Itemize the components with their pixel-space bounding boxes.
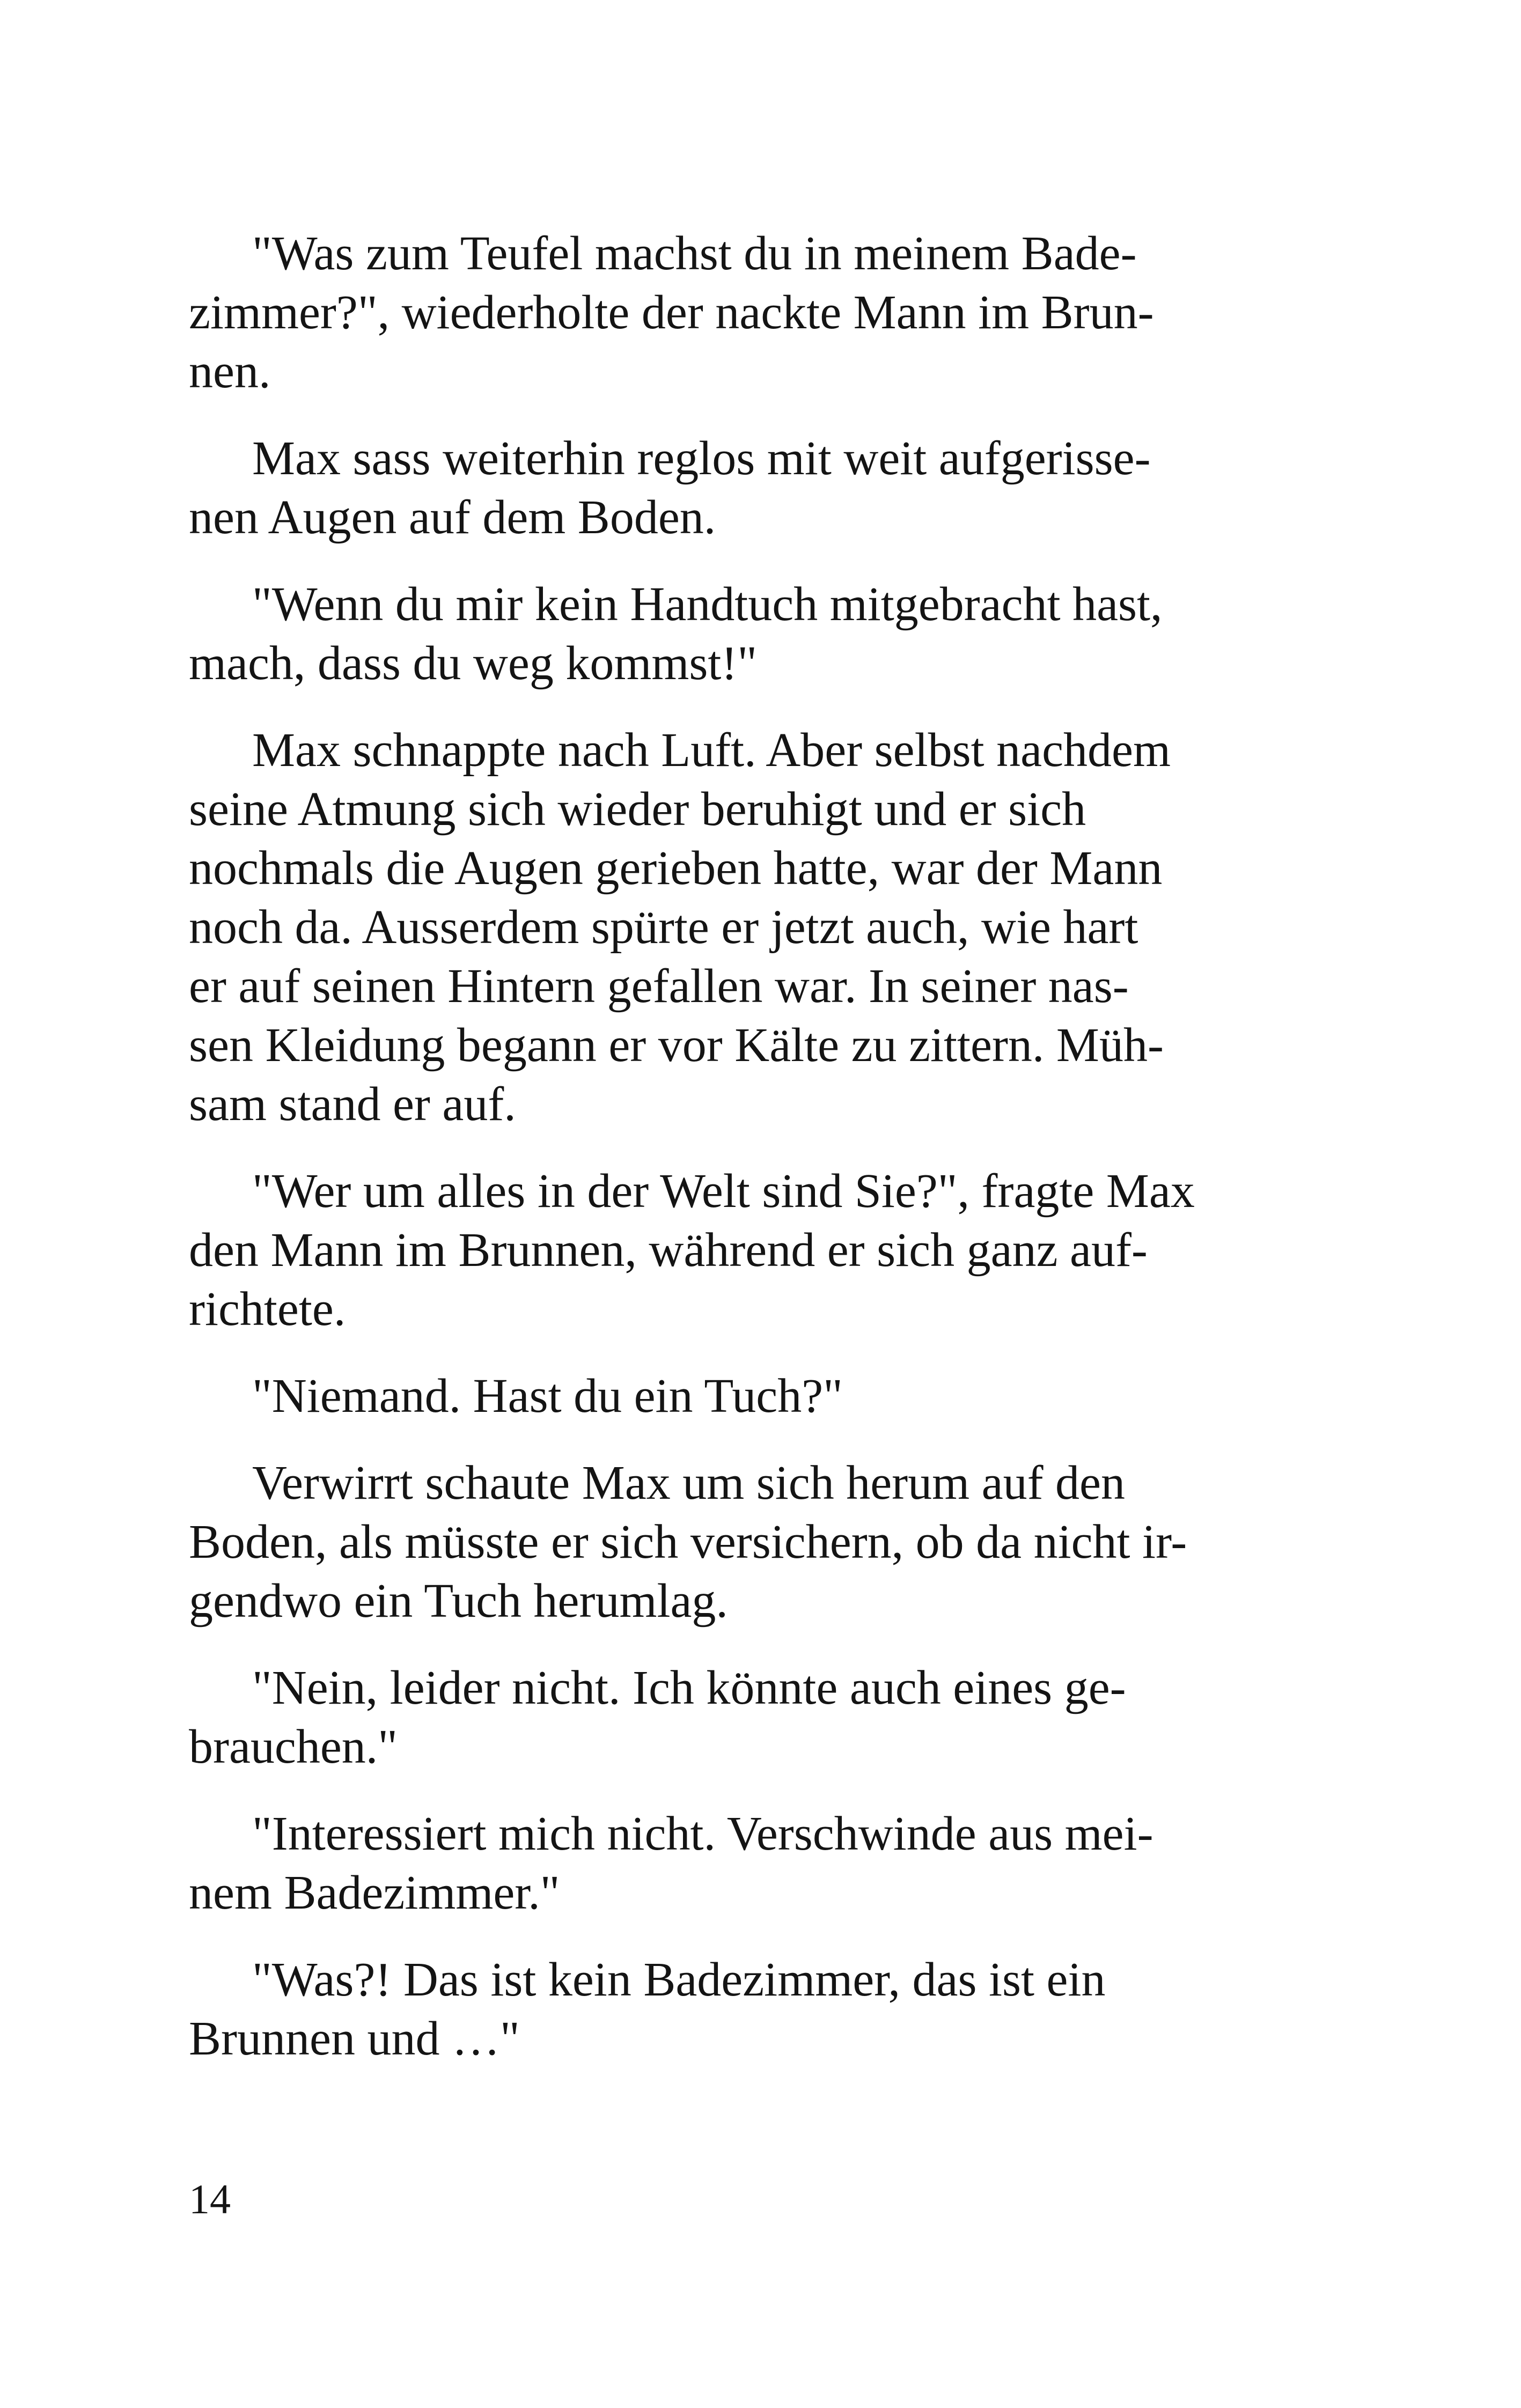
text-line: richtete. <box>189 1283 346 1336</box>
text-line: noch da. Ausserdem spürte er jetzt auch, wie hart <box>189 901 1138 954</box>
text-line: seine Atmung sich wieder beruhigt und er sich <box>189 783 1086 836</box>
text-line: er auf seinen Hintern gefallen war. In seiner nas- <box>189 960 1129 1013</box>
text-line: "Wenn du mir kein Handtuch mitgebracht hast, <box>252 578 1163 631</box>
text-line: sen Kleidung begann er vor Kälte zu zittern. Müh- <box>189 1019 1164 1072</box>
text-line: mach, dass du weg kommst!" <box>189 637 758 690</box>
text-line: zimmer?", wiederholte der nackte Mann im Brun- <box>189 286 1154 339</box>
text-line: nochmals die Augen gerieben hatte, war der Mann <box>189 842 1163 895</box>
page-number: 14 <box>189 2176 231 2222</box>
text-line: sam stand er auf. <box>189 1078 516 1131</box>
text-line: Max sass weiterhin reglos mit weit aufgerisse- <box>252 432 1151 485</box>
text-line: Brunnen und …" <box>189 2012 520 2065</box>
text-line: "Interessiert mich nicht. Verschwinde aus mei- <box>252 1807 1153 1860</box>
text-line: nem Badezimmer." <box>189 1866 560 1919</box>
text-line: Boden, als müsste er sich versichern, ob da nicht ir- <box>189 1515 1187 1568</box>
text-line: gendwo ein Tuch herumlag. <box>189 1574 728 1628</box>
text-line: den Mann im Brunnen, während er sich ganz auf- <box>189 1224 1148 1277</box>
text-line: "Wer um alles in der Welt sind Sie?", fragte Max <box>252 1165 1195 1218</box>
text-line: brauchen." <box>189 1720 398 1773</box>
text-line: "Nein, leider nicht. Ich könnte auch eines ge- <box>252 1661 1126 1714</box>
text-line: Verwirrt schaute Max um sich herum auf den <box>252 1456 1125 1509</box>
text-line: nen Augen auf dem Boden. <box>189 491 716 544</box>
text-line: nen. <box>189 345 271 398</box>
text-line: "Was zum Teufel machst du in meinem Bade- <box>252 227 1137 280</box>
text-line: "Niemand. Hast du ein Tuch?" <box>252 1369 843 1423</box>
text-line: Max schnappte nach Luft. Aber selbst nachdem <box>252 724 1171 777</box>
text-line: "Was?! Das ist kein Badezimmer, das ist ein <box>252 1953 1106 2006</box>
